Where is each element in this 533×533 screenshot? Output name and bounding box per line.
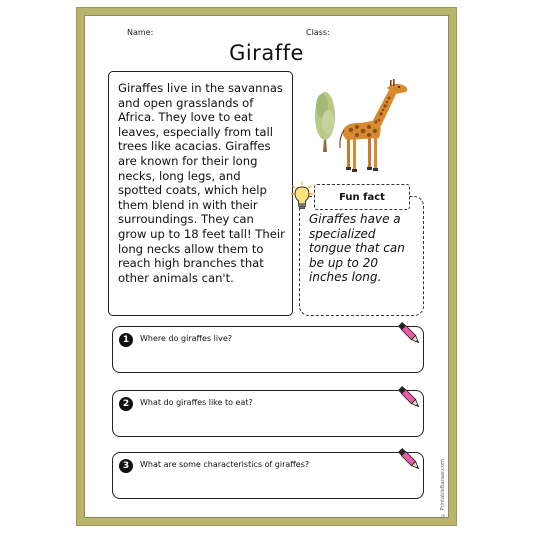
giraffe-icon xyxy=(340,79,407,172)
class-label: Class: xyxy=(306,28,330,37)
pencil-icon xyxy=(397,321,423,347)
question-number: 3 xyxy=(119,459,133,473)
fun-fact-text: Giraffes have a specialized tongue that can be up to 20 inches long. xyxy=(309,212,405,284)
acacia-tree-icon xyxy=(315,92,335,152)
giraffe-illustration xyxy=(313,76,413,174)
reading-passage: Giraffes live in the savannas and open grasslands of Africa. They love to eat leaves, especially from tall trees like acacias. Giraffes are known for their long necks, long legs, and spotted coats, which help them blend in with their surroundings. They can grow up to 18 feet tall! Their long necks allow them to reach high branches that other animals can't. xyxy=(108,71,293,316)
pencil-icon xyxy=(397,447,423,473)
page-title: Giraffe xyxy=(229,41,304,65)
question-box-1[interactable] xyxy=(112,326,424,373)
name-label: Name: xyxy=(127,28,154,37)
question-text: What do giraffes like to eat? xyxy=(140,398,253,407)
question-number: 2 xyxy=(119,397,133,411)
question-number: 1 xyxy=(119,333,133,347)
pencil-icon xyxy=(397,385,423,411)
question-text: What are some characteristics of giraffes? xyxy=(140,460,310,469)
question-text: Where do giraffes live? xyxy=(140,334,232,343)
fun-fact-heading: Fun fact xyxy=(314,184,410,210)
question-box-2[interactable] xyxy=(112,390,424,437)
lightbulb-icon xyxy=(290,181,314,213)
question-box-3[interactable] xyxy=(112,452,424,499)
watermark: © PrintableBazaar.com xyxy=(440,459,446,518)
